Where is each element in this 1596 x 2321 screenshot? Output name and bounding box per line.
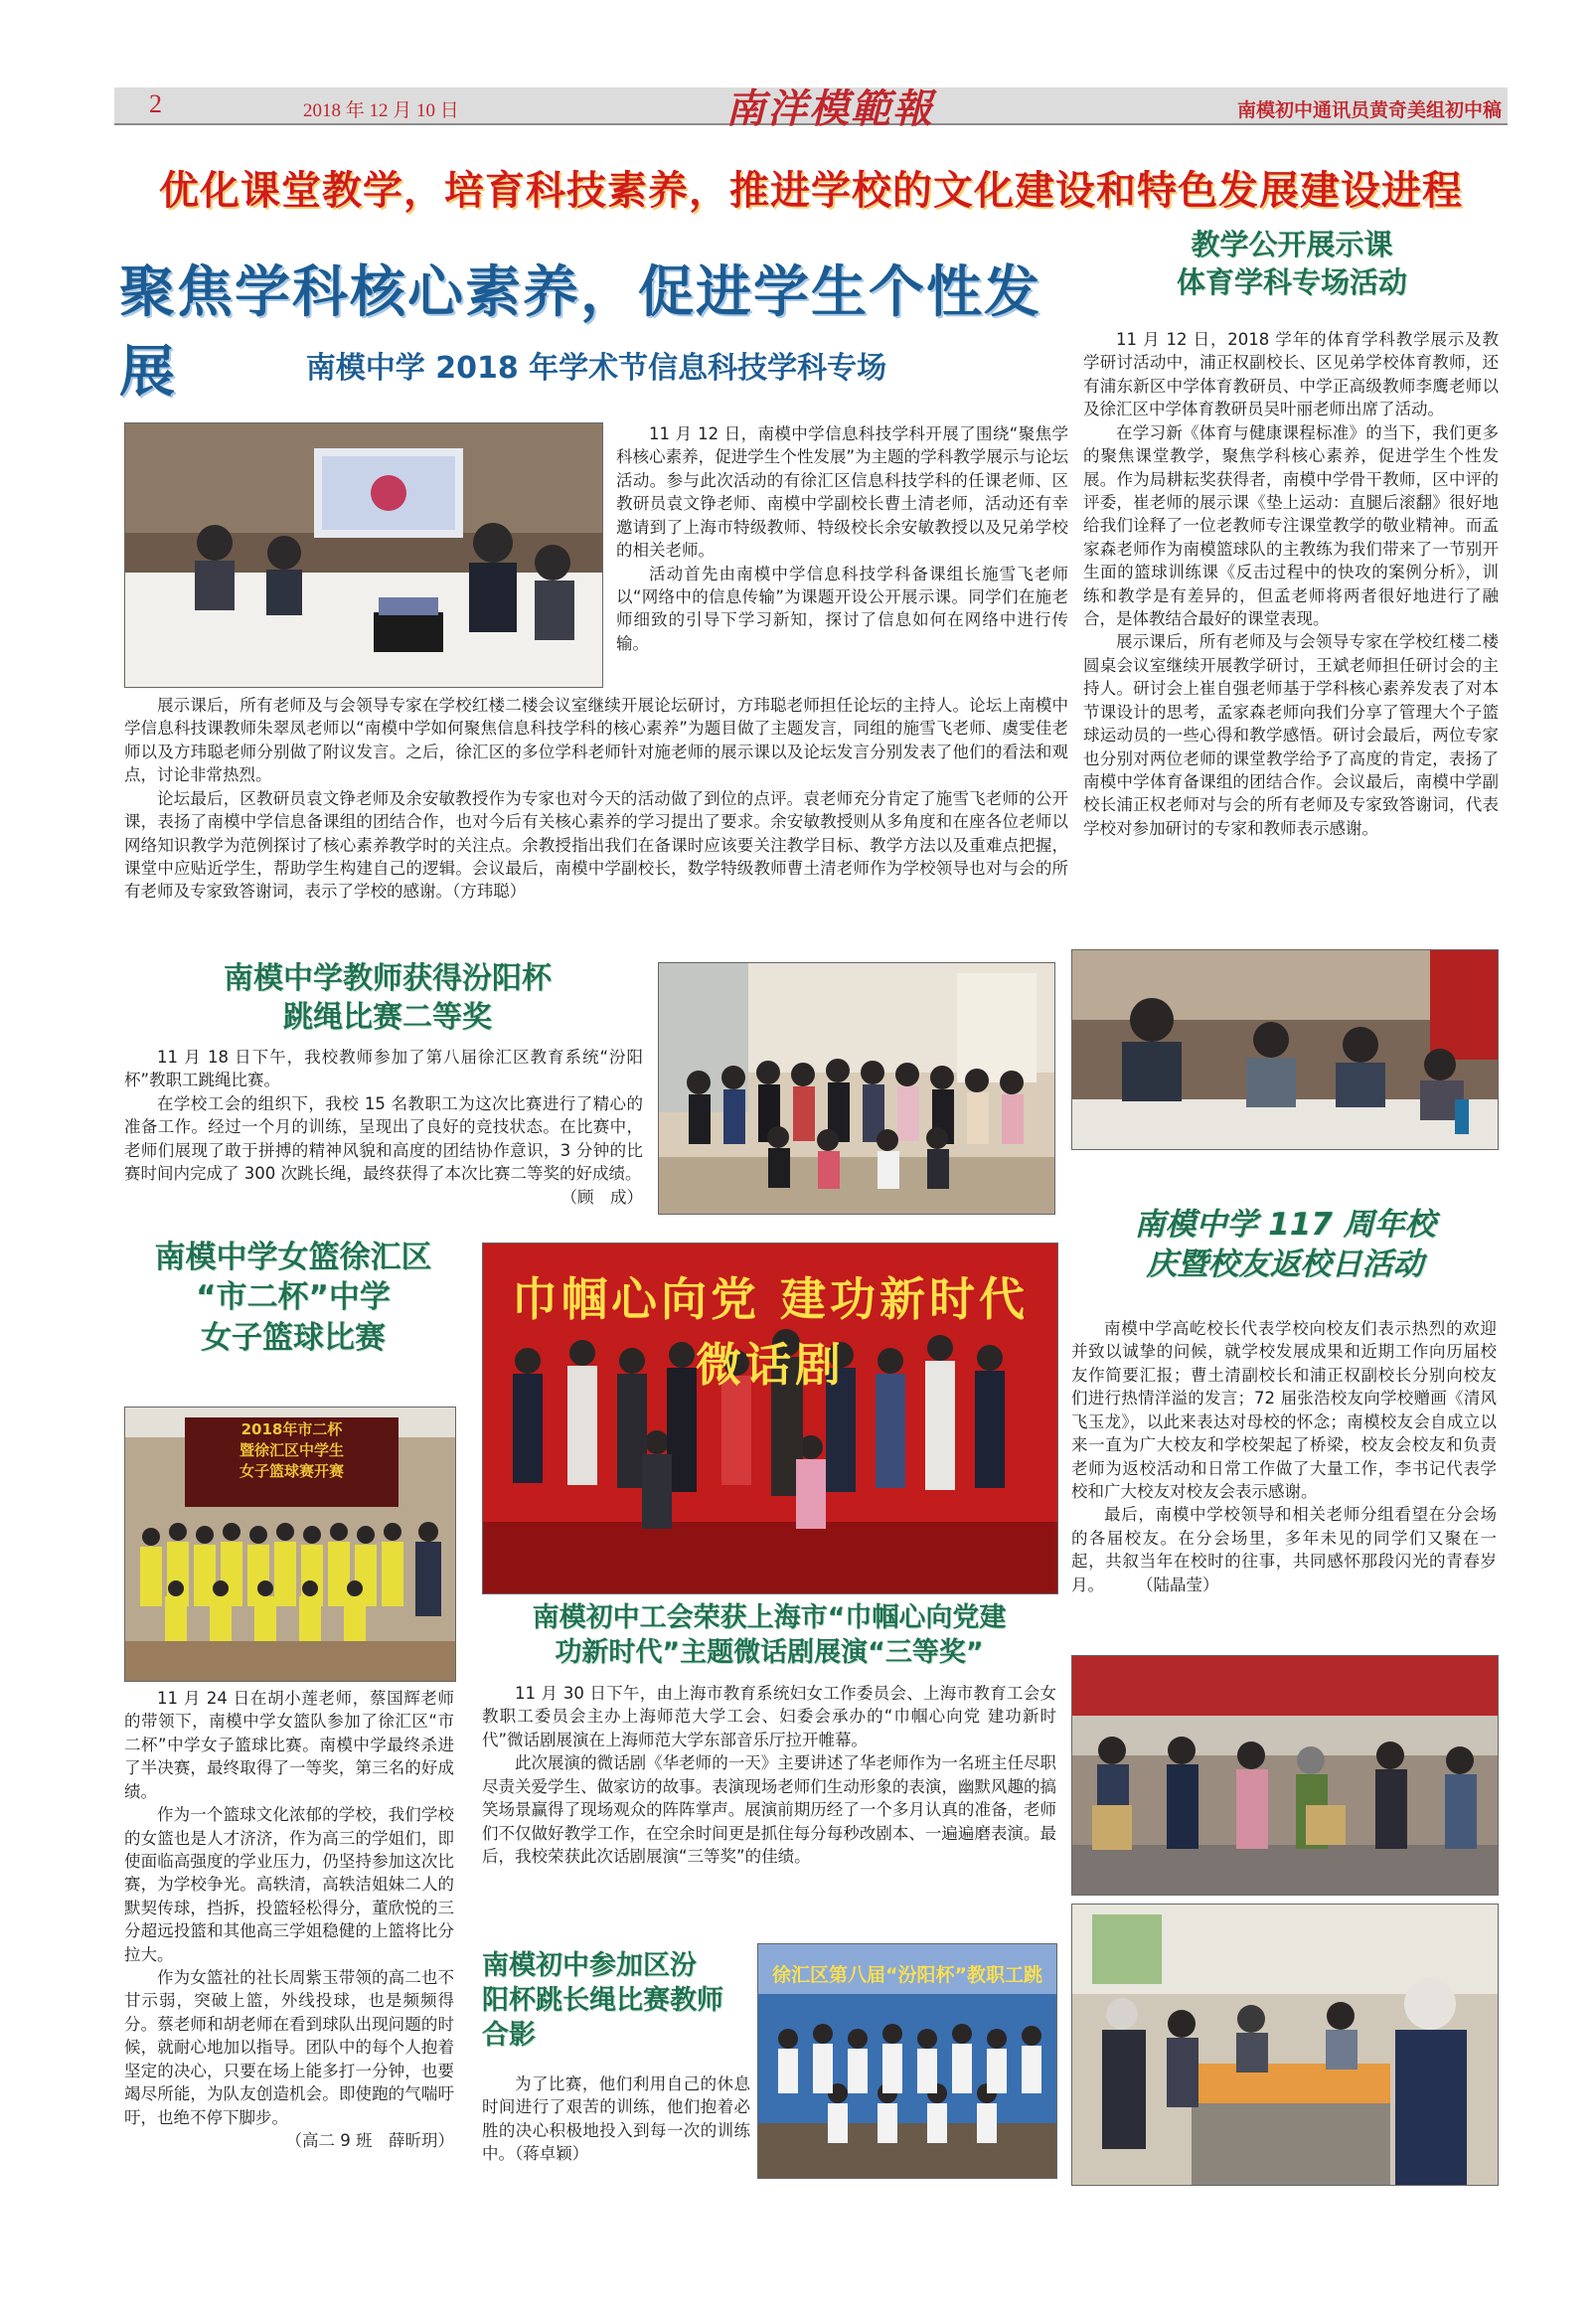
rope-title-line2: 跳绳比赛二等奖	[283, 1000, 492, 1035]
main-story-subtitle: 南模中学 2018 年学术节信息科技学科专场	[305, 351, 887, 386]
drama-story-p2: 此次展演的微话剧《华老师的一天》主要讲述了华老师作为一名班主任尽职尽责关爱学生、做家访的故事。表演现场老师们生动形象的表演，幽默风趣的搞笑场景赢得了现场观众的阵阵掌声。展演前期历经了一个多月认真的准备，老师们不仅做好教学工作，在空余时间更是抓住每分每秒改剧本、一遍遍磨表演。最后，我校荣获此次话剧展演“三等奖”的佳绩。	[482, 1753, 1056, 1866]
main-story-p2: 活动首先由南模中学信息科技学科备课组长施雪飞老师以“网络中的信息传输”为课题开设公开展示课。同学们在施老师细致的引导下学习新知，探讨了信息如何在网络中进行传输。	[616, 564, 1068, 653]
basketball-title-line1: 南模中学女篮徐汇区	[154, 1240, 432, 1275]
basketball-story-title	[124, 1238, 462, 1358]
basketball-story-p3: 作为女篮社的社长周紫玉带领的高二也不甘示弱，突破上篮，外线投球，也是频频得分。蔡老师和胡老师在看到球队出现问题的时候，就耐心地加以指导。团队中的每个人抱着坚定的决心，只要在场上能多打一分钟，也要竭尽所能，为队友创造机会。即使跑的气喘吁吁，也绝不停下脚步。	[124, 1968, 454, 2127]
pe-meeting-photo	[1071, 949, 1499, 1150]
rope-photo-story-p1: 为了比赛，他们利用自己的休息时间进行了艰苦的训练，他们抱着必胜的决心积极地投入到每一次的训练中。（蒋卓颖）	[482, 2074, 750, 2164]
basketball-photo-banner-line1: 2018年市二杯	[240, 1420, 343, 1438]
basketball-story-byline: （高二 9 班 薛昕玥）	[285, 2131, 454, 2151]
pe-story-body	[1083, 328, 1499, 840]
main-story-intro	[616, 422, 1068, 655]
main-story-p3: 展示课后，所有老师及与会领导专家在学校红楼二楼会议室继续开展论坛研讨，方玮聪老师担任论坛的主持人。论坛上南模中学信息科技课教师朱翠凤老师以“南模中学如何聚焦信息科技学科的核心素养”为题目做了主题发言，同组的施雪飞老师、虞雯佳老师以及方玮聪老师分别做了附议发言。之后，徐汇区的多位学科老师针对施老师的展示课以及论坛发言分别发表了他们的看法和观点，讨论非常热烈。	[124, 696, 1068, 785]
editor-credit: 南模初中通讯员黄奇美组初中稿	[1236, 99, 1502, 121]
alumni-outdoor-photo	[1071, 1655, 1499, 1896]
drama-story-title	[482, 1600, 1056, 1670]
basketball-story-p2: 作为一个篮球文化浓郁的学校，我们学校的女篮也是人才济济，作为高三的学姐们，即使面临高强度的学业压力，仍坚持参加这次比赛，为学校争光。高轶清，高轶洁姐妹二人的默契传球，挡拆，投篮轻松得分，董欣悦的三分超远投篮和其他高三学姐稳健的上篮将比分拉大。	[124, 1805, 454, 1964]
rope-story-byline: （顾 成）	[560, 1187, 643, 1207]
masthead-logo: 南洋模範報	[725, 85, 934, 132]
main-story-title: 聚焦学科核心素养，促进学生个性发展	[119, 260, 1041, 405]
pe-story-title	[1083, 227, 1501, 301]
page-banner: 优化课堂教学，培育科技素养，推进学校的文化建设和特色发展建设进程	[159, 167, 1463, 214]
basketball-story-p1: 11 月 24 日在胡小莲老师，蔡国辉老师的带领下，南模中学女篮队参加了徐汇区“市二杯”中学女子篮球比赛。南模中学最终杀进了半决赛，最终取得了一等奖，第三名的好成绩。	[124, 1689, 454, 1801]
basketball-title-line2: “市二杯”中学	[196, 1279, 391, 1316]
rope-story-body	[124, 1046, 643, 1209]
main-story-p4: 论坛最后，区教研员袁文铮老师及余安敏教授作为专家也对今天的活动做了到位的点评。袁老师充分肯定了施雪飞老师的公开课，表扬了南模中学信息备课组的团结合作，也对今后有关核心素养的学习提出了要求。余安敏教授则从多角度和在座各位老师以网络知识教学为范例探讨了核心素养教学时的关注点。余教授指出我们在备课时应该要关注教学目标、教学方法以及重难点把握，课堂中应贴近学生，帮助学生构建自己的逻辑。会议最后，南模中学副校长，数学特级教师曹土清老师作为学校领导也对与会的所有老师及专家致答谢词，表示了学校的感谢。（方玮聪）	[124, 788, 1068, 902]
drama-title-line2: 功新时代”主题微话剧展演“三等奖”	[555, 1637, 984, 1669]
anniv-story-body	[1071, 1317, 1497, 1596]
drama-photo-banner: 巾帼心向党 建功新时代 微话剧	[511, 1272, 1029, 1392]
page-number: 2	[149, 89, 162, 118]
basketball-title-line3: 女子篮球比赛	[201, 1319, 386, 1356]
pe-title-line2: 体育学科专场活动	[1176, 264, 1407, 299]
drama-title-line1: 南模初中工会荣获上海市“巾帼心向党建	[532, 1602, 1007, 1633]
anniv-story-title	[1071, 1205, 1499, 1285]
pe-story-p2: 在学习新《体育与健康课程标准》的当下，我们更多的聚焦课堂教学，聚焦学科核心素养，促进学生个性发展。作为局耕耘奖获得者，南模中学骨干教师，区中评的评委，崔老师的展示课《垫上运动：直腿后滚翻》很好地给我们诠释了一位老教师专注课堂教学的敬业精神。而孟家森老师作为南模篮球队的主教练为我们带来了一节别开生面的篮球训练课《反击过程中的快攻的案例分析》，训练和教学是有差异的，但孟老师将两者很好地进行了融合，是体教结合最好的课堂表现。	[1083, 422, 1499, 629]
rope-story-title	[124, 959, 651, 1037]
anniv-title-line1: 南模中学 117 周年校	[1134, 1207, 1436, 1243]
basketball-team-photo	[124, 1407, 456, 1682]
basketball-photo-banner-line2: 暨徐汇区中学生	[239, 1441, 344, 1459]
rope-team-photo	[658, 962, 1055, 1215]
drama-story-p1: 11 月 30 日下午，由上海市教育系统妇女工作委员会、上海市教育工会女教职工委员会主办上海师范大学工会、妇委会承办的“巾帼心向党 建功新时代”微话剧展演在上海师范大学东部音乐厅拉开帷幕。	[482, 1684, 1056, 1749]
rope-photo-story-title	[482, 1948, 750, 2053]
rope-photo-title-line3: 合影	[482, 2020, 536, 2052]
drama-group-photo	[482, 1243, 1058, 1594]
pe-story-p1: 11 月 12 日，2018 学年的体育学科教学展示及教学研讨活动中，浦正权副校长、区见弟学校体育教师，还有浦东新区中学体育教研员、中学正高级教师李鹰老师以及徐汇区中学体育教研员吴叶丽老师出席了活动。	[1083, 330, 1499, 419]
rope-title-line1: 南模中学教师获得汾阳杯	[224, 961, 552, 996]
rope-story-p1: 11 月 18 日下午，我校教师参加了第八届徐汇区教育系统“汾阳杯”教职工跳绳比赛。	[124, 1048, 643, 1090]
rope-photo-title-line2: 阳杯跳长绳比赛教师	[482, 1985, 723, 2017]
anniv-story-p1: 南模中学高屹校长代表学校向校友们表示热烈的欢迎并致以诚挚的问候，就学校发展成果和近期工作向历届校友作简要汇报；曹土清副校长和浦正权副校长分别向校友们进行热情洋溢的发言；72 届张浩校友向学校赠画《清风飞玉龙》，以此来表达对母校的怀念；南模校友会自成立以来一直为广大校友和学校架起了桥梁，校友会校友和负责老师为返校活动和日常工作做了大量工作，李书记代表学校和广大校友对校友会表示感谢。	[1071, 1319, 1497, 1501]
classroom-photo	[124, 422, 603, 688]
drama-story-body	[482, 1682, 1056, 1868]
rope-photo-banner: 徐汇区第八届“汾阳杯”教职工跳	[772, 1964, 1042, 1986]
rope-photo-title-line1: 南模初中参加区汾	[482, 1950, 697, 1981]
pe-story-p3: 展示课后，所有老师及与会领导专家在学校红楼二楼圆桌会议室继续开展教学研讨，王斌老师担任研讨会的主持人。研讨会上崔自强老师基于学科核心素养发表了对本节课设计的思考，孟家森老师向我们分享了管理大个子篮球运动员的一些心得和教学感悟。研讨会最后，两位专家也分别对两位老师的课堂教学给予了高度的肯定，表扬了南模中学体育备课组的团结合作。会议最后，南模中学副校长浦正权老师对与会的所有老师及专家致答谢词，代表学校对参加研讨的专家和教师表示感谢。	[1083, 632, 1499, 838]
rope-photo-story-body	[482, 2072, 750, 2166]
basketball-story-body	[124, 1687, 454, 2152]
anniv-title-line2: 庆暨校友返校日活动	[1146, 1246, 1424, 1283]
main-story-p1: 11 月 12 日，南模中学信息科技学科开展了围绕“聚焦学科核心素养，促进学生个性发展”为主题的学科教学展示与论坛活动。参与此次活动的有徐汇区信息科技学科的任课老师、区教研员袁文铮老师、南模中学副校长曹土清老师，活动还有幸邀请到了上海市特级教师、特级校长余安敏教授以及兄弟学校的相关老师。	[616, 424, 1068, 561]
basketball-photo-banner-line3: 女子篮球赛开赛	[239, 1462, 344, 1480]
issue-date: 2018 年 12 月 10 日	[303, 100, 459, 121]
anniv-story-p2: 最后，南模中学校领导和相关老师分组看望在分会场的各届校友。在分会场里，多年未见的同学们又聚在一起，共叙当年在校时的往事，共同感怀那段闪光的青春岁月。 （陆晶莹）	[1071, 1505, 1497, 1594]
basketball-photo-banner	[185, 1419, 399, 1482]
rope-story-p2: 在学校工会的组织下，我校 15 名教职工为这次比赛进行了精心的准备工作。经过一个月的训练，呈现出了良好的竞技状态。在比赛中，老师们展现了敢于拼搏的精神风貌和高度的团结协作意识，3 分钟的比赛时间内完成了 300 次跳长绳，最终获得了本次比赛二等奖的好成绩。	[124, 1093, 643, 1184]
rope-competition-photo	[757, 1943, 1057, 2179]
main-story-body	[124, 694, 1068, 904]
pe-title-line1: 教学公开展示课	[1191, 228, 1393, 261]
alumni-indoor-photo	[1071, 1904, 1499, 2186]
